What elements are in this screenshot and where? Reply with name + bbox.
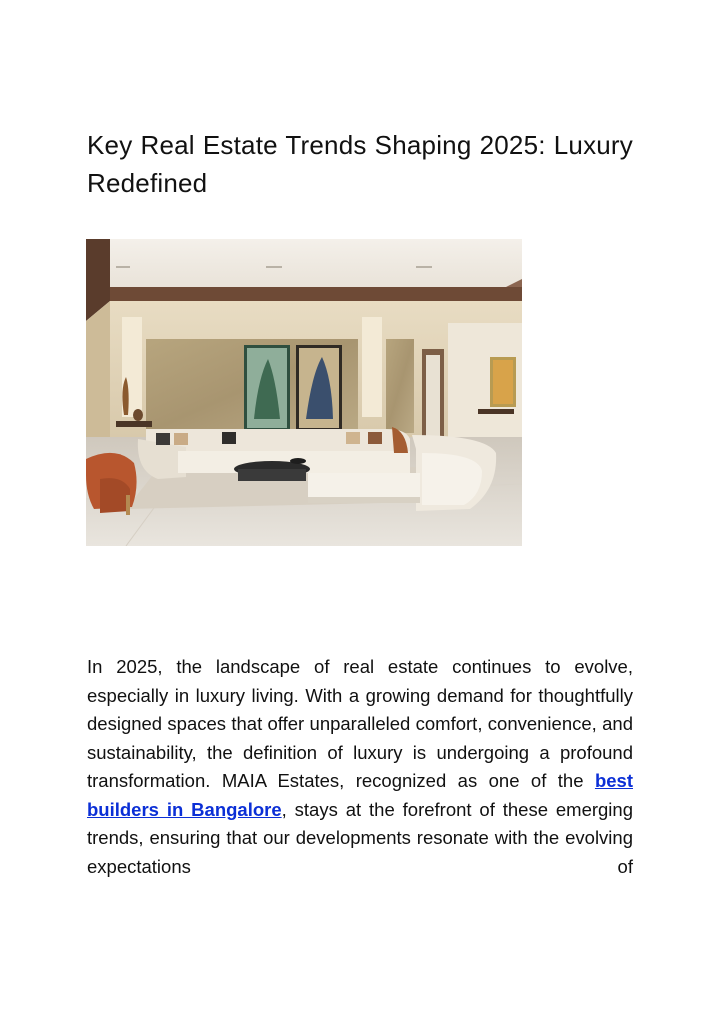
- paragraph-text-end: , stays at the forefront of these emerging trends, ensuring that our developments resonate with the evolving expectations of: [87, 798, 633, 877]
- paragraph-text-start: In 2025, the landscape of real estate continues to evolve, especially in luxury living. With a growing demand for thoughtfully designed spaces that offer unparalleled comfort, convenience, and sustainability, the definition of luxury is undergoing a profound transformation. MAIA Estates, recognized as one of the: [87, 656, 633, 791]
- page-title: Key Real Estate Trends Shaping 2025: Luxury Redefined: [87, 130, 633, 198]
- living-room-image: [86, 239, 522, 546]
- best-builders-link[interactable]: best builders in Bangalore: [87, 770, 633, 820]
- intro-paragraph: [87, 653, 633, 881]
